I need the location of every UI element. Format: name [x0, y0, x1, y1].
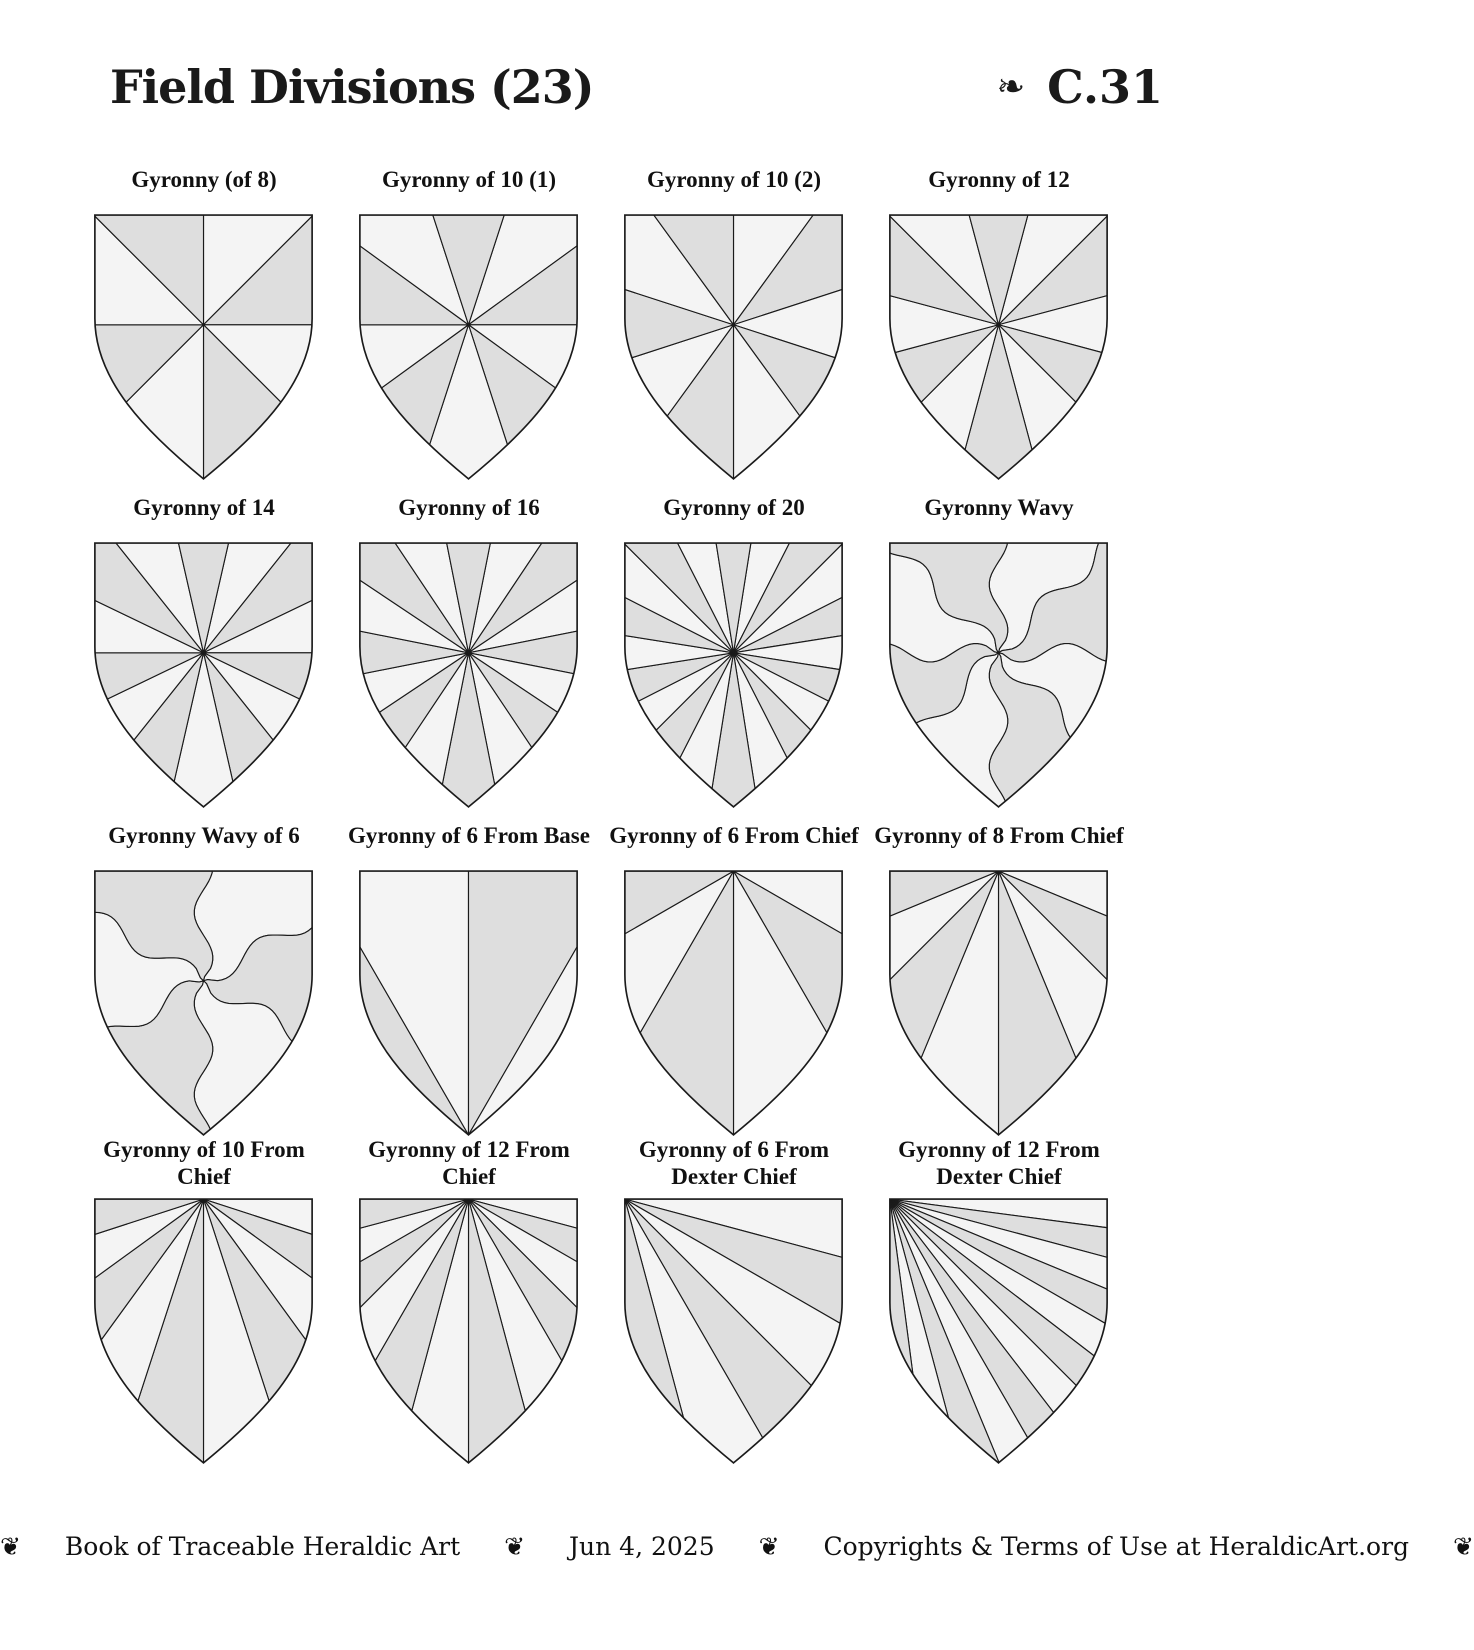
footer-ornament-icon: ❦ — [504, 1532, 526, 1561]
shield-figure — [356, 212, 581, 482]
shield-figure — [886, 1196, 1111, 1466]
shield-figure — [356, 1196, 581, 1466]
shield-label: Gyronny of 6 From Chief — [609, 822, 859, 848]
shield-figure — [621, 1196, 846, 1466]
shield-figure — [91, 212, 316, 482]
footer-book-title: Book of Traceable Heraldic Art — [64, 1532, 461, 1561]
shield-label: Gyronny of 10 (2) — [647, 166, 821, 192]
shield-figure — [91, 1196, 316, 1466]
shield-label: Gyronny Wavy of 6 — [108, 822, 300, 848]
shield-label: Gyronny Wavy — [924, 494, 1074, 520]
footer-ornament-icon: ❦ — [1453, 1532, 1474, 1561]
shield-figure — [356, 540, 581, 810]
shield-label: Gyronny of 12 From Dexter Chief — [898, 1137, 1100, 1189]
footer-ornament-icon: ❦ — [0, 1532, 21, 1561]
page-code — [997, 60, 1163, 114]
page-title: Field Divisions (23) — [110, 60, 594, 114]
shield-figure — [621, 868, 846, 1138]
shield-label: Gyronny of 14 — [133, 494, 275, 520]
shield-figure — [621, 540, 846, 810]
footer-date: Jun 4, 2025 — [569, 1532, 715, 1561]
shield-label: Gyronny (of 8) — [131, 166, 277, 192]
footer-ornament-icon: ❦ — [758, 1532, 780, 1561]
shield-figure — [356, 868, 581, 1138]
shield-label: Gyronny of 8 From Chief — [874, 822, 1124, 848]
shield-figure — [91, 868, 316, 1138]
shield-label: Gyronny of 20 — [663, 494, 805, 520]
shield-figure — [886, 868, 1111, 1138]
shield-figure — [621, 212, 846, 482]
shield-label: Gyronny of 10 (1) — [382, 166, 556, 192]
footer-copyright: Copyrights & Terms of Use at HeraldicArt.org — [823, 1532, 1410, 1561]
shield-label: Gyronny of 6 From Dexter Chief — [638, 1137, 830, 1189]
shield-figure — [886, 540, 1111, 810]
fleuron-icon: ❧ — [996, 67, 1026, 107]
shield-label: Gyronny of 16 — [398, 494, 540, 520]
shield-figure — [91, 540, 316, 810]
shield-label: Gyronny of 12 — [928, 166, 1070, 192]
shield-label: Gyronny of 12 From Chief — [368, 1137, 570, 1189]
shield-figure — [886, 212, 1111, 482]
shield-label: Gyronny of 10 From Chief — [103, 1137, 305, 1189]
shield-label: Gyronny of 6 From Base — [348, 822, 590, 848]
footer — [0, 1532, 1474, 1561]
page-code-text: C.31 — [1047, 60, 1163, 114]
